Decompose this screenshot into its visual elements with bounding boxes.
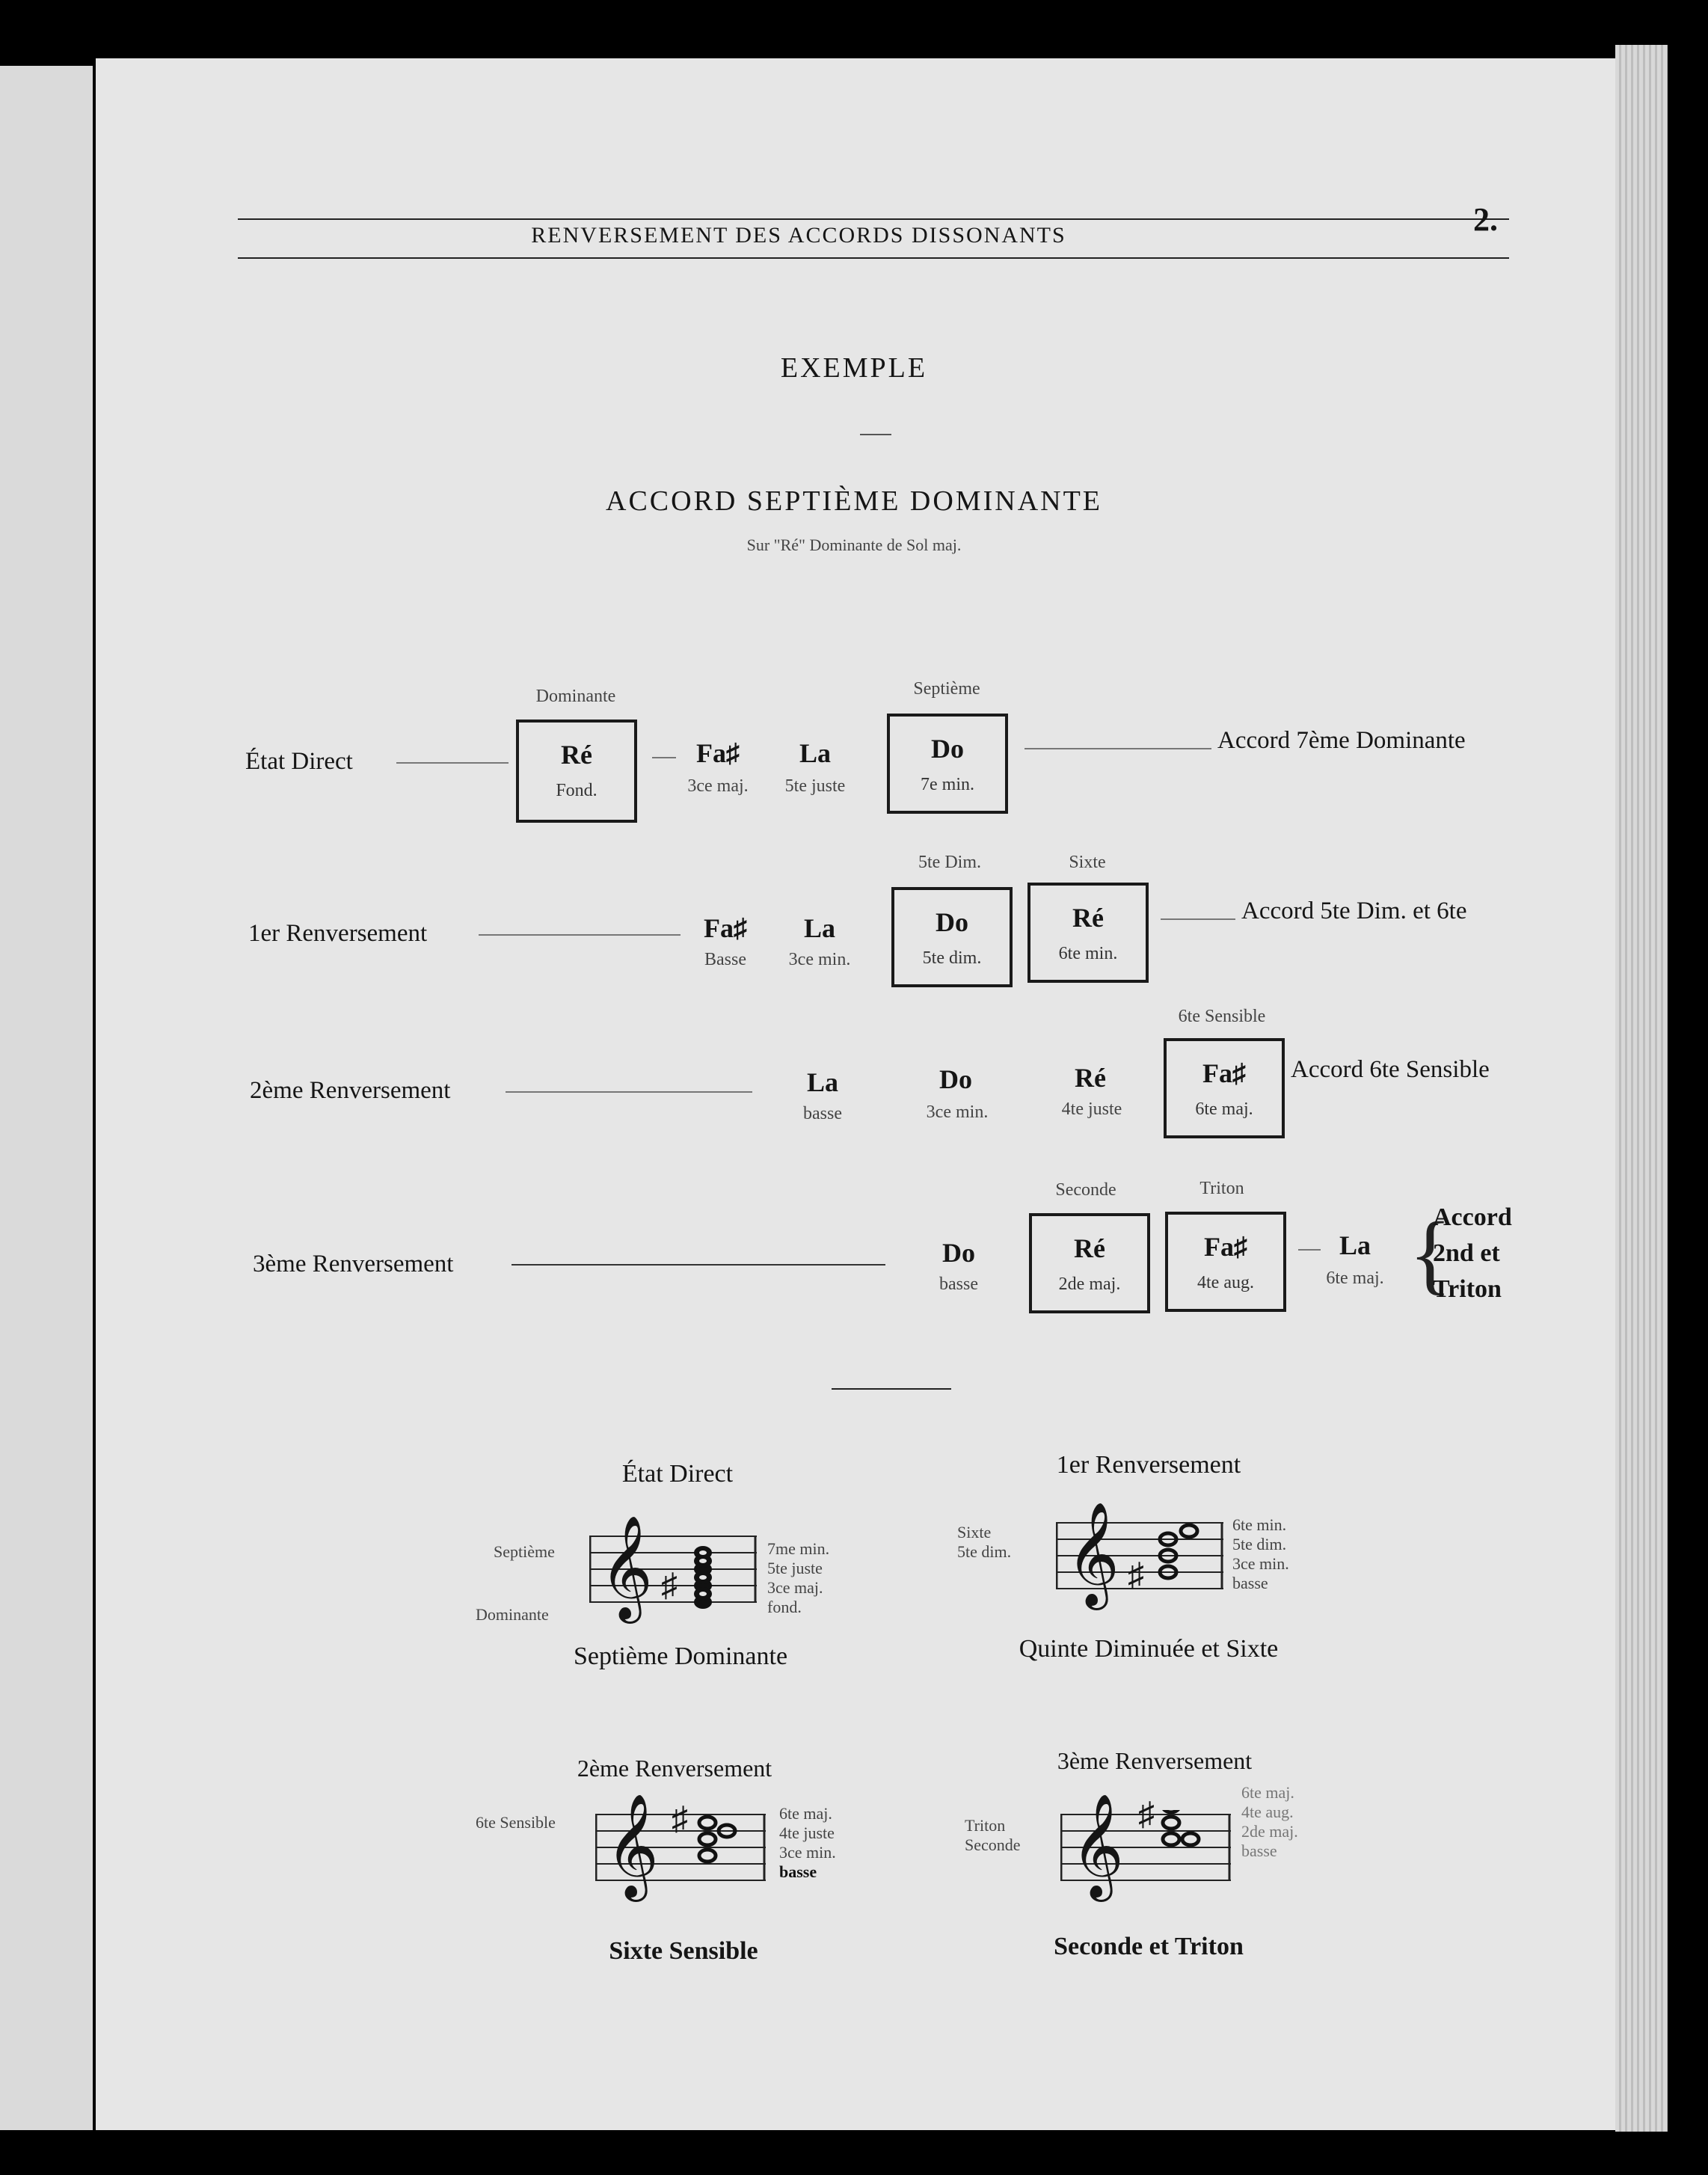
row-result: Accord 2nd et Triton xyxy=(1433,1203,1512,1303)
note-interval: 5te dim. xyxy=(922,948,982,968)
note-above: Seconde xyxy=(1055,1180,1116,1200)
note-box-re xyxy=(516,720,637,823)
note-name: Ré xyxy=(1072,903,1104,933)
example-left-labels: Triton Seconde xyxy=(965,1816,1021,1854)
example-left-label: Septième xyxy=(494,1542,555,1561)
sharp-icon: ♯ xyxy=(1138,1796,1155,1832)
note-interval: Basse xyxy=(704,950,746,969)
brace: { xyxy=(1409,1203,1452,1303)
note-name: La xyxy=(803,913,835,943)
note-name: La xyxy=(799,738,831,768)
treble-clef-icon: 𝄞 xyxy=(1071,1796,1124,1895)
note-name: Fa♯ xyxy=(696,738,740,768)
note-name: La xyxy=(1339,1230,1371,1260)
note-name: La xyxy=(806,1067,838,1097)
example-caption: Septième Dominante xyxy=(573,1642,788,1670)
note-box-fa-sharp xyxy=(1165,1212,1286,1312)
note-interval: 3ce maj. xyxy=(687,776,749,796)
example-right-labels: 6te maj. 4te juste 3ce min. basse xyxy=(779,1804,836,1881)
chord-title: ACCORD SEPTIÈME DOMINANTE xyxy=(606,485,1102,517)
note-interval: 4te juste xyxy=(1061,1099,1122,1119)
note-name: Do xyxy=(939,1064,972,1094)
note-name: Do xyxy=(936,907,968,937)
example-caption: Quinte Diminuée et Sixte xyxy=(1019,1635,1279,1663)
note-above: Triton xyxy=(1199,1179,1244,1198)
example-title: 1er Renversement xyxy=(1056,1451,1241,1479)
note-box-do xyxy=(887,714,1008,814)
row-label-1er-renversement: 1er Renversement xyxy=(248,920,428,947)
header-rule-top xyxy=(238,218,1509,220)
note-above: Septième xyxy=(913,679,980,699)
row-label-etat-direct: État Direct xyxy=(245,748,353,775)
example-right-labels: 6te maj. 4te aug. 2de maj. basse xyxy=(1241,1783,1298,1860)
sharp-icon: ♯ xyxy=(1128,1556,1144,1593)
note-above: Dominante xyxy=(535,687,616,706)
running-header: RENVERSEMENT DES ACCORDS DISSONANTS xyxy=(531,223,1066,248)
note-name: Ré xyxy=(561,740,592,770)
note-above: 6te Sensible xyxy=(1178,1007,1266,1026)
row-label-3eme-renversement: 3ème Renversement xyxy=(253,1251,454,1277)
treble-clef-icon: 𝄞 xyxy=(1066,1504,1119,1604)
note-name: Do xyxy=(931,734,964,764)
staff xyxy=(1056,1504,1223,1604)
example-left-labels: Sixte 5te dim. xyxy=(957,1523,1012,1561)
example-left-label: Dominante xyxy=(476,1605,549,1624)
note-name: Ré xyxy=(1075,1063,1106,1093)
note-box-re xyxy=(1027,883,1149,983)
row-result: Accord 6te Sensible xyxy=(1291,1056,1490,1083)
staff xyxy=(589,1518,757,1617)
header-rule-bottom xyxy=(238,257,1509,259)
example-right-labels: 7me min. 5te juste 3ce maj. fond. xyxy=(767,1539,830,1616)
treble-clef-icon: 𝄞 xyxy=(600,1518,653,1617)
note-name: Ré xyxy=(1074,1233,1105,1263)
note-interval: basse xyxy=(939,1274,978,1294)
example-right-labels: 6te min. 5te dim. 3ce min. basse xyxy=(1232,1515,1289,1592)
note-name: Do xyxy=(942,1238,975,1268)
note-interval: 4te aug. xyxy=(1197,1273,1254,1292)
note-box-fa-sharp xyxy=(1164,1038,1285,1138)
sharp-icon: ♯ xyxy=(661,1567,678,1604)
row-result: Accord 5te Dim. et 6te xyxy=(1241,898,1467,924)
note-interval: 6te maj. xyxy=(1195,1099,1253,1119)
note-interval: Fond. xyxy=(556,781,598,800)
chord-subtitle: Sur "Ré" Dominante de Sol maj. xyxy=(746,536,962,554)
note-name: Fa♯ xyxy=(704,913,747,943)
example-title: 2ème Renversement xyxy=(577,1755,772,1782)
note-interval: 5te juste xyxy=(784,776,846,796)
page-number: 2. xyxy=(1473,201,1498,238)
row-label-2eme-renversement: 2ème Renversement xyxy=(250,1077,451,1104)
note-name: Fa♯ xyxy=(1204,1232,1247,1262)
note-interval: 7e min. xyxy=(921,775,974,794)
treble-clef-icon: 𝄞 xyxy=(606,1796,659,1895)
sharp-icon: ♯ xyxy=(672,1800,688,1837)
note-interval: basse xyxy=(803,1104,842,1123)
section-divider xyxy=(832,1388,951,1390)
note-interval: 6te min. xyxy=(1058,944,1118,963)
exemple-heading: EXEMPLE xyxy=(780,352,928,384)
note-interval: 3ce min. xyxy=(926,1102,989,1122)
note-above: 5te Dim. xyxy=(918,853,981,872)
example-left-label: 6te Sensible xyxy=(476,1813,556,1832)
note-interval: 2de maj. xyxy=(1058,1274,1121,1294)
example-title: État Direct xyxy=(621,1460,734,1488)
row-result: Accord 7ème Dominante xyxy=(1217,727,1466,754)
example-caption: Sixte Sensible xyxy=(609,1937,758,1965)
staff xyxy=(595,1796,766,1895)
note-box-re xyxy=(1029,1213,1150,1313)
note-above: Sixte xyxy=(1069,853,1106,872)
example-caption: Seconde et Triton xyxy=(1054,1933,1244,1960)
note-interval: 3ce min. xyxy=(788,950,851,969)
note-interval: 6te maj. xyxy=(1326,1269,1384,1288)
note-box-do xyxy=(891,887,1013,987)
note-name: Fa♯ xyxy=(1202,1058,1246,1088)
staff xyxy=(1060,1796,1231,1895)
title-divider xyxy=(860,434,891,435)
example-title: 3ème Renversement xyxy=(1057,1747,1253,1774)
